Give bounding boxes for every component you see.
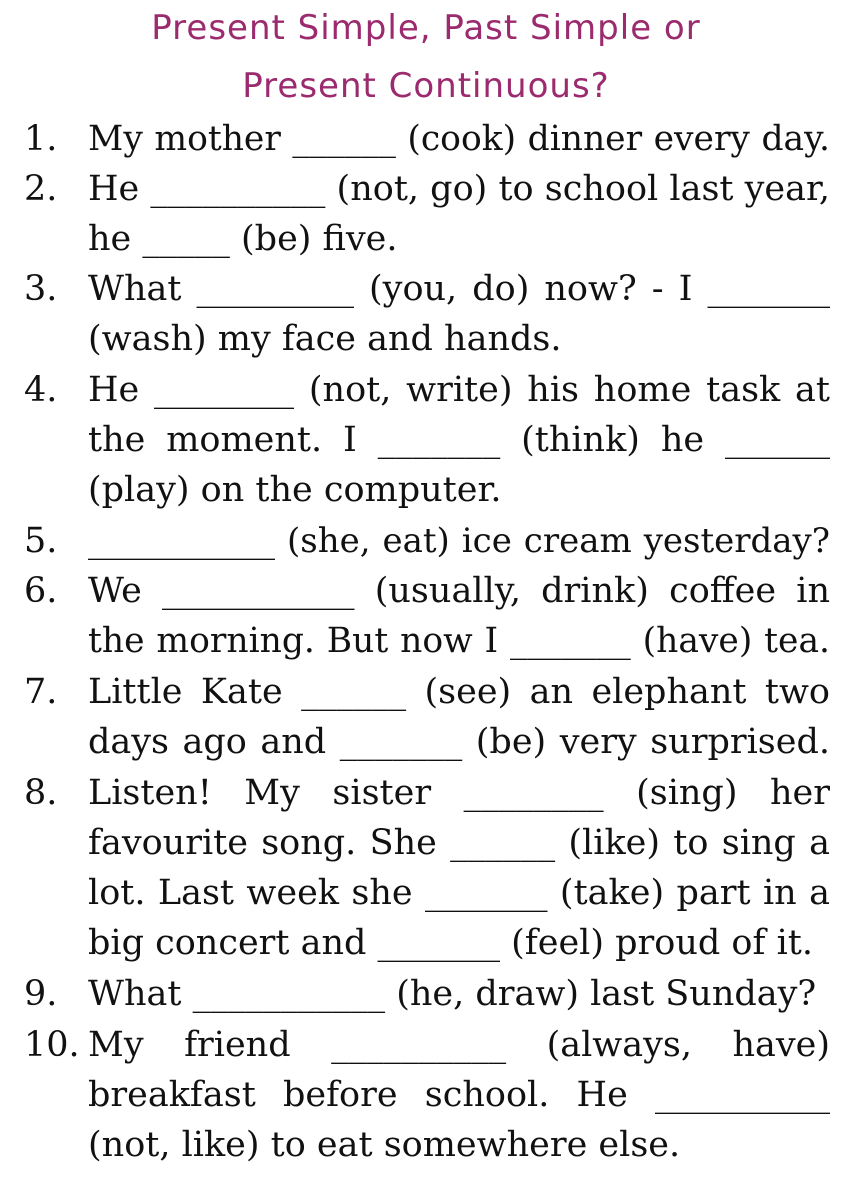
exercise-line: What ___________ (he, draw) last Sunday? [88, 974, 817, 1014]
exercise-line: favourite song. She ______ (like) to sing a [88, 823, 830, 863]
exercise-line: We ___________ (usually, drink) coffee in [88, 571, 830, 611]
exercise-line: (play) on the computer. [88, 470, 502, 510]
worksheet-title-line-1: Present Simple, Past Simple or [151, 8, 701, 48]
exercise-line: (wash) my face and hands. [88, 319, 562, 359]
exercise-line: breakfast before school. He __________ [88, 1075, 830, 1115]
exercise-line: ___________ (she, eat) ice cream yesterday? [88, 521, 830, 561]
exercise-line: lot. Last week she _______ (take) part in a [88, 873, 830, 913]
item-number: 2. [24, 169, 58, 209]
item-number: 5. [24, 521, 58, 561]
exercise-line: My friend __________ (always, have) [88, 1025, 830, 1065]
item-number: 1. [24, 119, 58, 159]
exercise-line: days ago and _______ (be) very surprised. [88, 722, 830, 762]
worksheet-title-line-2: Present Continuous? [242, 66, 610, 106]
exercise-line: He ________ (not, write) his home task at [88, 370, 830, 410]
item-number: 4. [24, 370, 58, 410]
exercise-line: he _____ (be) five. [88, 219, 398, 259]
exercise-line: the moment. I _______ (think) he ______ [88, 420, 830, 460]
exercise-line: Listen! My sister ________ (sing) her [88, 773, 830, 813]
item-number: 8. [24, 773, 58, 813]
exercise-line: the morning. But now I _______ (have) tea. [88, 621, 830, 661]
item-number: 7. [24, 672, 58, 712]
exercise-line: big concert and _______ (feel) proud of it. [88, 923, 813, 963]
item-number: 3. [24, 269, 58, 309]
exercise-line: He __________ (not, go) to school last year, [88, 169, 830, 209]
item-number: 6. [24, 571, 58, 611]
exercise-line: Little Kate ______ (see) an elephant two [88, 672, 830, 712]
exercise-line: (not, like) to eat somewhere else. [88, 1125, 681, 1165]
item-number: 10. [24, 1025, 80, 1065]
item-number: 9. [24, 974, 58, 1014]
exercise-line: What _________ (you, do) now? - I _______ [88, 269, 830, 309]
exercise-line: My mother ______ (cook) dinner every day. [88, 119, 830, 159]
